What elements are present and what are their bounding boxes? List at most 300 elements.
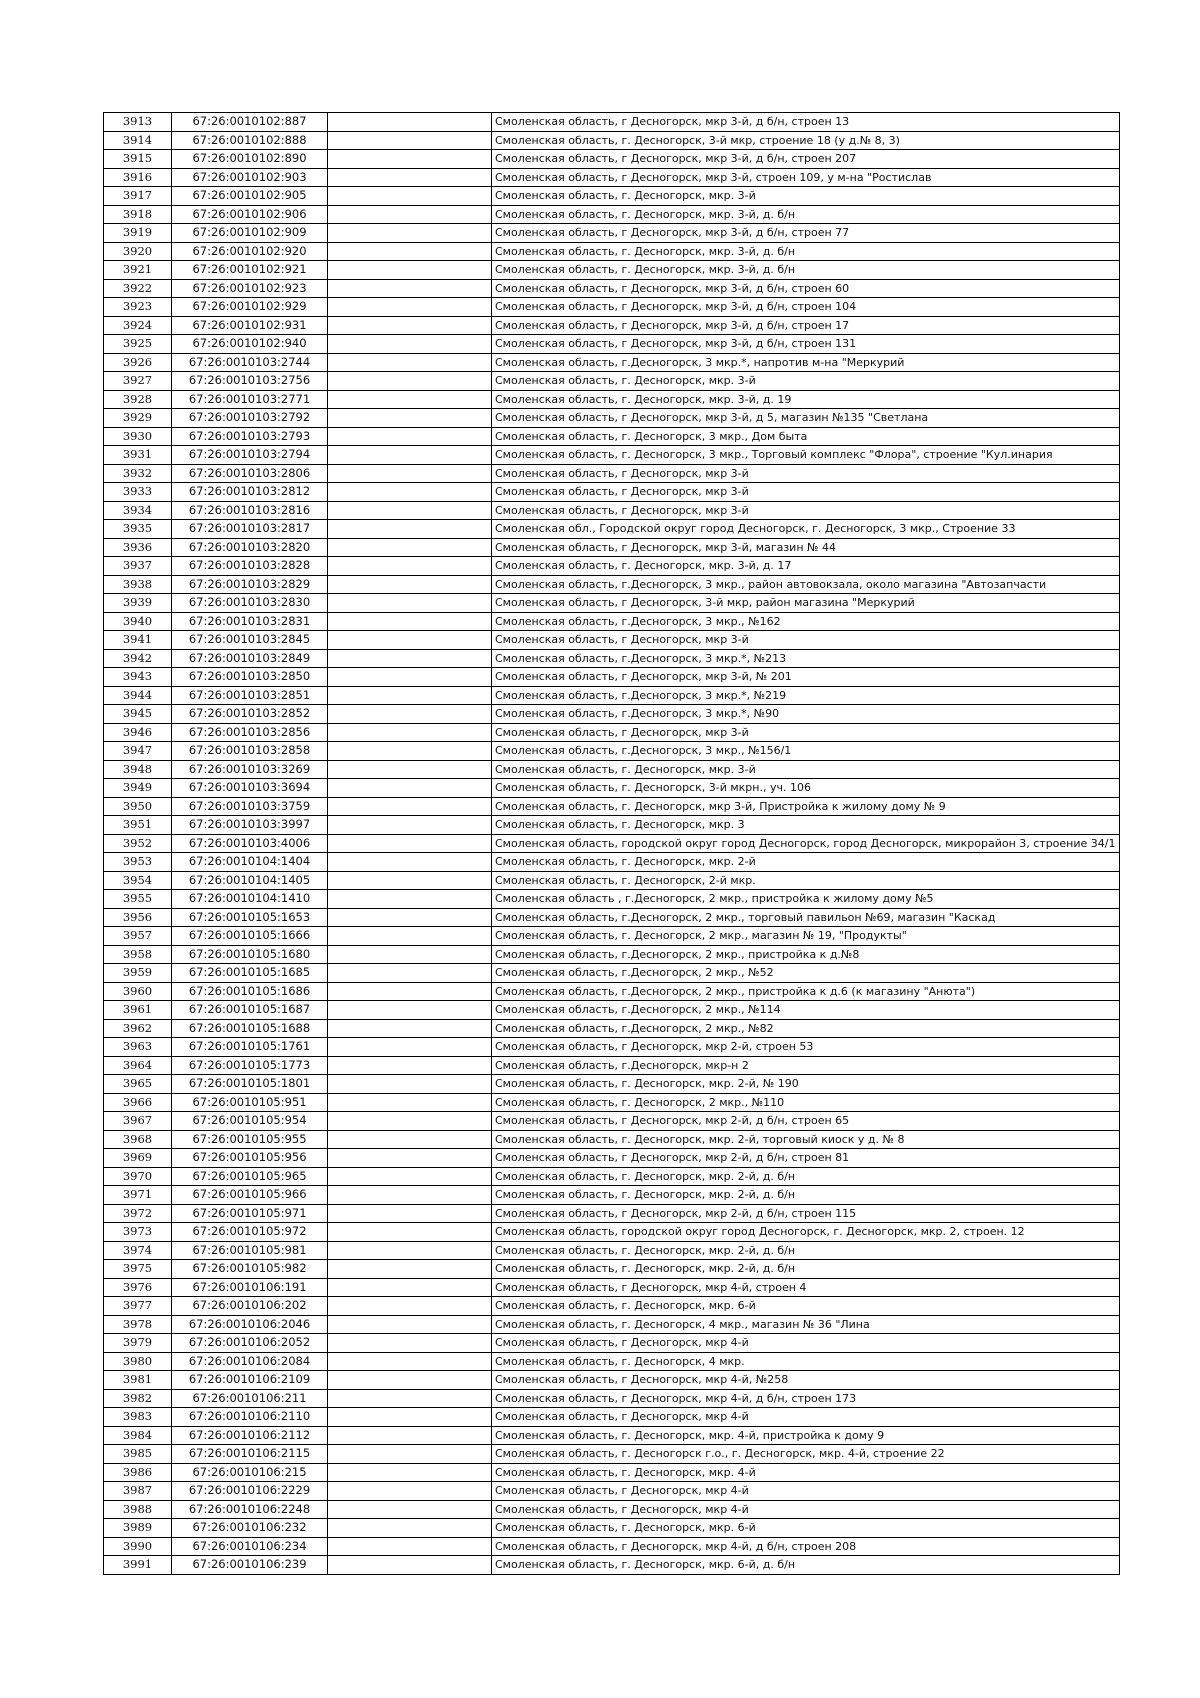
table-row [104,686,1120,705]
row-number: 3920 [104,242,172,261]
table-row [104,1278,1120,1297]
cadastral-number: 67:26:0010103:2806 [172,464,328,483]
address: Смоленская область, г. Десногорск, мкр. 6-й, д. б/н [492,1556,1120,1575]
row-number: 3919 [104,224,172,243]
cadastral-number: 67:26:0010106:2112 [172,1426,328,1445]
row-number: 3986 [104,1463,172,1482]
table-row [104,409,1120,428]
address: Смоленская область, г Десногорск, мкр 3-й, д б/н, строен 104 [492,298,1120,317]
row-number: 3925 [104,335,172,354]
table-row [104,760,1120,779]
row-number: 3976 [104,1278,172,1297]
empty-cell [328,779,492,798]
table-row [104,1056,1120,1075]
empty-cell [328,538,492,557]
empty-cell [328,1038,492,1057]
address: Смоленская область, г Десногорск, 3-й мкр, район магазина "Меркурий [492,594,1120,613]
cadastral-number: 67:26:0010103:2744 [172,353,328,372]
empty-cell [328,1537,492,1556]
address: Смоленская область, г.Десногорск, 2 мкр., торговый павильон №69, магазин "Каскад [492,908,1120,927]
row-number: 3962 [104,1019,172,1038]
empty-cell [328,964,492,983]
table-row [104,1445,1120,1464]
row-number: 3914 [104,131,172,150]
row-number: 3949 [104,779,172,798]
cadastral-number: 67:26:0010103:2856 [172,723,328,742]
empty-cell [328,575,492,594]
cadastral-number: 67:26:0010102:890 [172,150,328,169]
address: Смоленская область, г Десногорск, мкр 4-й, строен 4 [492,1278,1120,1297]
table-row [104,594,1120,613]
cadastral-number: 67:26:0010105:1687 [172,1001,328,1020]
table-row [104,1463,1120,1482]
empty-cell [328,1075,492,1094]
cadastral-number: 67:26:0010103:2820 [172,538,328,557]
cadastral-number: 67:26:0010105:956 [172,1149,328,1168]
row-number: 3932 [104,464,172,483]
table-row [104,1426,1120,1445]
address: Смоленская область, г Десногорск, мкр 2-й, строен 53 [492,1038,1120,1057]
empty-cell [328,131,492,150]
empty-cell [328,1315,492,1334]
table-row [104,1241,1120,1260]
cadastral-number: 67:26:0010102:931 [172,316,328,335]
address: Смоленская область, г. Десногорск, мкр. 2-й, торговый киоск у д. № 8 [492,1130,1120,1149]
table-row [104,113,1120,132]
table-row [104,723,1120,742]
table-row [104,1038,1120,1057]
table-row [104,1260,1120,1279]
table-row [104,446,1120,465]
empty-cell [328,1500,492,1519]
cadastral-number: 67:26:0010105:966 [172,1186,328,1205]
table-row [104,131,1120,150]
cadastral-number: 67:26:0010102:887 [172,113,328,132]
row-number: 3951 [104,816,172,835]
empty-cell [328,353,492,372]
address: Смоленская область, г.Десногорск, 2 мкр., пристройка к д.6 (к магазину "Анюта") [492,982,1120,1001]
row-number: 3967 [104,1112,172,1131]
cadastral-number: 67:26:0010106:232 [172,1519,328,1538]
table-row [104,1334,1120,1353]
address: Смоленская область, г. Десногорск, мкр. 2-й, д. б/н [492,1167,1120,1186]
table-row [104,1389,1120,1408]
empty-cell [328,557,492,576]
empty-cell [328,150,492,169]
empty-cell [328,1001,492,1020]
empty-cell [328,1260,492,1279]
table-row [104,316,1120,335]
cadastral-number: 67:26:0010103:2794 [172,446,328,465]
cadastral-number: 67:26:0010103:2812 [172,483,328,502]
row-number: 3955 [104,890,172,909]
empty-cell [328,1482,492,1501]
row-number: 3969 [104,1149,172,1168]
address: Смоленская область, г Десногорск, мкр 3-й, д б/н, строен 207 [492,150,1120,169]
row-number: 3959 [104,964,172,983]
address: Смоленская область, г.Десногорск, 2 мкр., №82 [492,1019,1120,1038]
address: Смоленская обл., Городской округ город Десногорск, г. Десногорск, 3 мкр., Строение 33 [492,520,1120,539]
cadastral-number: 67:26:0010103:2830 [172,594,328,613]
address: Смоленская область, г. Десногорск, мкр. 6-й [492,1519,1120,1538]
address: Смоленская область, г. Десногорск, мкр. 3 [492,816,1120,835]
table-row [104,1537,1120,1556]
cadastral-number: 67:26:0010103:2831 [172,612,328,631]
empty-cell [328,427,492,446]
empty-cell [328,390,492,409]
empty-cell [328,908,492,927]
row-number: 3935 [104,520,172,539]
row-number: 3922 [104,279,172,298]
empty-cell [328,1408,492,1427]
table-row [104,538,1120,557]
empty-cell [328,1149,492,1168]
row-number: 3984 [104,1426,172,1445]
empty-cell [328,298,492,317]
address: Смоленская область, г Десногорск, мкр 3-й [492,723,1120,742]
cadastral-number: 67:26:0010103:3269 [172,760,328,779]
address: Смоленская область, г Десногорск, мкр 3-й [492,631,1120,650]
address: Смоленская область, г Десногорск, мкр 3-й [492,483,1120,502]
cadastral-number: 67:26:0010106:2229 [172,1482,328,1501]
cadastral-number: 67:26:0010103:2849 [172,649,328,668]
row-number: 3985 [104,1445,172,1464]
address: Смоленская область, г. Десногорск, мкр. 2-й, д. б/н [492,1186,1120,1205]
address: Смоленская область, г.Десногорск, 3 мкр.*, №90 [492,705,1120,724]
address: Смоленская область, г. Десногорск, мкр. 2-й [492,853,1120,872]
row-number: 3936 [104,538,172,557]
address: Смоленская область, г. Десногорск, мкр. 3-й [492,372,1120,391]
table-row [104,779,1120,798]
empty-cell [328,760,492,779]
cadastral-number: 67:26:0010103:2771 [172,390,328,409]
row-number: 3929 [104,409,172,428]
address: Смоленская область, г Десногорск, мкр 4-й, д б/н, строен 208 [492,1537,1120,1556]
cadastral-number: 67:26:0010104:1404 [172,853,328,872]
cadastral-number: 67:26:0010102:929 [172,298,328,317]
table-row [104,464,1120,483]
address: Смоленская область, г.Десногорск, 3 мкр.*, №219 [492,686,1120,705]
address: Смоленская область, г Десногорск, мкр 3-й [492,501,1120,520]
row-number: 3982 [104,1389,172,1408]
row-number: 3989 [104,1519,172,1538]
address: Смоленская область, г Десногорск, мкр 3-й, д б/н, строен 77 [492,224,1120,243]
empty-cell [328,649,492,668]
table-row [104,853,1120,872]
empty-cell [328,483,492,502]
row-number: 3930 [104,427,172,446]
cadastral-number: 67:26:0010105:1801 [172,1075,328,1094]
row-number: 3960 [104,982,172,1001]
empty-cell [328,1334,492,1353]
cadastral-number: 67:26:0010103:3997 [172,816,328,835]
address: Смоленская область, г. Десногорск, мкр. 2-й, д. б/н [492,1241,1120,1260]
address: Смоленская область, г Десногорск, мкр 3-й, д б/н, строен 17 [492,316,1120,335]
cadastral-number: 67:26:0010106:211 [172,1389,328,1408]
row-number: 3957 [104,927,172,946]
empty-cell [328,1112,492,1131]
empty-cell [328,816,492,835]
table-row [104,927,1120,946]
cadastral-number: 67:26:0010105:1686 [172,982,328,1001]
row-number: 3921 [104,261,172,280]
empty-cell [328,797,492,816]
cadastral-number: 67:26:0010102:921 [172,261,328,280]
address: Смоленская область, г Десногорск, мкр 2-й, д б/н, строен 115 [492,1204,1120,1223]
row-number: 3979 [104,1334,172,1353]
empty-cell [328,335,492,354]
cadastral-number: 67:26:0010103:2816 [172,501,328,520]
cadastral-number: 67:26:0010102:903 [172,168,328,187]
empty-cell [328,1297,492,1316]
address: Смоленская область, г.Десногорск, 2 мкр., №52 [492,964,1120,983]
empty-cell [328,501,492,520]
empty-cell [328,723,492,742]
address: Смоленская область, г. Десногорск, 3 мкр., Дом быта [492,427,1120,446]
row-number: 3990 [104,1537,172,1556]
address: Смоленская область, г. Десногорск, мкр. 3-й, д. б/н [492,261,1120,280]
cadastral-number: 67:26:0010106:202 [172,1297,328,1316]
table-row [104,1001,1120,1020]
row-number: 3966 [104,1093,172,1112]
table-row [104,945,1120,964]
empty-cell [328,261,492,280]
table-row [104,335,1120,354]
cadastral-number: 67:26:0010103:2851 [172,686,328,705]
empty-cell [328,631,492,650]
empty-cell [328,705,492,724]
empty-cell [328,1426,492,1445]
empty-cell [328,113,492,132]
cadastral-number: 67:26:0010103:2828 [172,557,328,576]
address: Смоленская область, городской округ город Десногорск, г. Десногорск, мкр. 2, строен. 12 [492,1223,1120,1242]
row-number: 3944 [104,686,172,705]
row-number: 3945 [104,705,172,724]
empty-cell [328,927,492,946]
row-number: 3943 [104,668,172,687]
cadastral-number: 67:26:0010105:1688 [172,1019,328,1038]
row-number: 3923 [104,298,172,317]
row-number: 3931 [104,446,172,465]
table-row [104,501,1120,520]
cadastral-number: 67:26:0010106:239 [172,1556,328,1575]
table-row [104,1167,1120,1186]
row-number: 3947 [104,742,172,761]
cadastral-number: 67:26:0010105:1666 [172,927,328,946]
cadastral-number: 67:26:0010106:2248 [172,1500,328,1519]
address: Смоленская область, г Десногорск, мкр 3-й, д б/н, строен 13 [492,113,1120,132]
row-number: 3972 [104,1204,172,1223]
empty-cell [328,1223,492,1242]
table-row [104,1500,1120,1519]
empty-cell [328,1056,492,1075]
cadastral-number: 67:26:0010106:2115 [172,1445,328,1464]
cadastral-number: 67:26:0010104:1410 [172,890,328,909]
address: Смоленская область, г Десногорск, мкр 3-й, д б/н, строен 60 [492,279,1120,298]
cadastral-number: 67:26:0010103:2845 [172,631,328,650]
empty-cell [328,1204,492,1223]
address: Смоленская область, г Десногорск, мкр 4-й, №258 [492,1371,1120,1390]
cadastral-number: 67:26:0010102:940 [172,335,328,354]
row-number: 3974 [104,1241,172,1260]
row-number: 3975 [104,1260,172,1279]
table-row [104,964,1120,983]
row-number: 3948 [104,760,172,779]
cadastral-number: 67:26:0010103:3759 [172,797,328,816]
empty-cell [328,890,492,909]
cadastral-number: 67:26:0010105:1680 [172,945,328,964]
empty-cell [328,612,492,631]
cadastral-number: 67:26:0010105:971 [172,1204,328,1223]
empty-cell [328,853,492,872]
address: Смоленская область, г Десногорск, мкр 2-й, д б/н, строен 65 [492,1112,1120,1131]
table-row [104,1075,1120,1094]
address: Смоленская область, г. Десногорск, мкр. 4-й [492,1463,1120,1482]
row-number: 3917 [104,187,172,206]
address: Смоленская область, городской округ город Десногорск, город Десногорск, микрорайон 3, строение 34/1 [492,834,1120,853]
table-row [104,1149,1120,1168]
table-row [104,816,1120,835]
table-row [104,1315,1120,1334]
address: Смоленская область, г Десногорск, мкр 4-й [492,1482,1120,1501]
address: Смоленская область, г Десногорск, мкр 3-й, магазин № 44 [492,538,1120,557]
empty-cell [328,1519,492,1538]
address: Смоленская область, г. Десногорск г.о., г. Десногорск, мкр. 4-й, строение 22 [492,1445,1120,1464]
address: Смоленская область, г.Десногорск, 3 мкр.*, №213 [492,649,1120,668]
empty-cell [328,1463,492,1482]
address: Смоленская область, г. Десногорск, 4 мкр., магазин № 36 "Лина [492,1315,1120,1334]
table-row [104,871,1120,890]
cadastral-number: 67:26:0010105:954 [172,1112,328,1131]
cadastral-number: 67:26:0010103:2850 [172,668,328,687]
empty-cell [328,1389,492,1408]
row-number: 3956 [104,908,172,927]
address: Смоленская область, г. Десногорск, мкр 3-й, Пристройка к жилому дому № 9 [492,797,1120,816]
row-number: 3953 [104,853,172,872]
row-number: 3977 [104,1297,172,1316]
row-number: 3938 [104,575,172,594]
table-row [104,1112,1120,1131]
address: Смоленская область, г. Десногорск, мкр. 2-й, № 190 [492,1075,1120,1094]
table-row [104,1093,1120,1112]
cadastral-number: 67:26:0010102:888 [172,131,328,150]
table-row [104,520,1120,539]
empty-cell [328,1352,492,1371]
row-number: 3934 [104,501,172,520]
table-row [104,298,1120,317]
table-row [104,372,1120,391]
table-row [104,575,1120,594]
table-row [104,631,1120,650]
empty-cell [328,1167,492,1186]
address: Смоленская область, г. Десногорск, мкр. 3-й [492,187,1120,206]
row-number: 3946 [104,723,172,742]
empty-cell [328,205,492,224]
table-row [104,1130,1120,1149]
cadastral-number: 67:26:0010102:920 [172,242,328,261]
cadastral-number: 67:26:0010103:2792 [172,409,328,428]
address: Смоленская область, г Десногорск, мкр 3-й, д б/н, строен 131 [492,335,1120,354]
cadastral-number: 67:26:0010103:2829 [172,575,328,594]
cadastral-table [103,112,1120,1575]
row-number: 3941 [104,631,172,650]
address: Смоленская область, г Десногорск, мкр 3-й, д 5, магазин №135 "Светлана [492,409,1120,428]
table-row [104,1482,1120,1501]
empty-cell [328,834,492,853]
empty-cell [328,1278,492,1297]
table-row [104,187,1120,206]
address: Смоленская область, г. Десногорск, 3-й мкрн., уч. 106 [492,779,1120,798]
address: Смоленская область, г Десногорск, мкр 3-й, строен 109, у м-на "Ростислав [492,168,1120,187]
address: Смоленская область, г Десногорск, мкр 3-й, № 201 [492,668,1120,687]
row-number: 3981 [104,1371,172,1390]
empty-cell [328,1130,492,1149]
empty-cell [328,464,492,483]
row-number: 3965 [104,1075,172,1094]
address: Смоленская область, г.Десногорск, 3 мкр., район автовокзала, около магазина "Автозапчасти [492,575,1120,594]
empty-cell [328,945,492,964]
empty-cell [328,742,492,761]
row-number: 3980 [104,1352,172,1371]
table-row [104,557,1120,576]
row-number: 3924 [104,316,172,335]
table-row [104,1519,1120,1538]
table-row [104,224,1120,243]
row-number: 3964 [104,1056,172,1075]
empty-cell [328,316,492,335]
address: Смоленская область, г. Десногорск, мкр. 4-й, пристройка к дому 9 [492,1426,1120,1445]
table-row [104,834,1120,853]
table-row [104,1204,1120,1223]
table-row [104,1556,1120,1575]
address: Смоленская область, г Десногорск, мкр 4-й [492,1334,1120,1353]
row-number: 3933 [104,483,172,502]
cadastral-number: 67:26:0010106:234 [172,1537,328,1556]
cadastral-number: 67:26:0010102:909 [172,224,328,243]
cadastral-number: 67:26:0010105:981 [172,1241,328,1260]
row-number: 3954 [104,871,172,890]
empty-cell [328,1019,492,1038]
address: Смоленская область, г. Десногорск, 3 мкр., Торговый комплекс "Флора", строение "Кул.инария [492,446,1120,465]
address: Смоленская область, г. Десногорск, мкр. 3-й, д. б/н [492,205,1120,224]
empty-cell [328,594,492,613]
row-number: 3963 [104,1038,172,1057]
empty-cell [328,279,492,298]
cadastral-number: 67:26:0010105:1685 [172,964,328,983]
empty-cell [328,1371,492,1390]
row-number: 3958 [104,945,172,964]
table-row [104,242,1120,261]
cadastral-number: 67:26:0010105:1761 [172,1038,328,1057]
address: Смоленская область, г. Десногорск, 4 мкр. [492,1352,1120,1371]
cadastral-number: 67:26:0010103:2817 [172,520,328,539]
empty-cell [328,446,492,465]
address: Смоленская область, г. Десногорск, 2 мкр., №110 [492,1093,1120,1112]
empty-cell [328,1556,492,1575]
cadastral-number: 67:26:0010102:905 [172,187,328,206]
cadastral-number: 67:26:0010105:955 [172,1130,328,1149]
cadastral-number: 67:26:0010103:2756 [172,372,328,391]
address: Смоленская область, г. Десногорск, мкр. 3-й, д. 17 [492,557,1120,576]
cadastral-number: 67:26:0010106:2110 [172,1408,328,1427]
cadastral-number: 67:26:0010104:1405 [172,871,328,890]
table-row [104,168,1120,187]
row-number: 3915 [104,150,172,169]
table-row [104,1371,1120,1390]
empty-cell [328,1241,492,1260]
table-row [104,908,1120,927]
cadastral-number: 67:26:0010105:951 [172,1093,328,1112]
